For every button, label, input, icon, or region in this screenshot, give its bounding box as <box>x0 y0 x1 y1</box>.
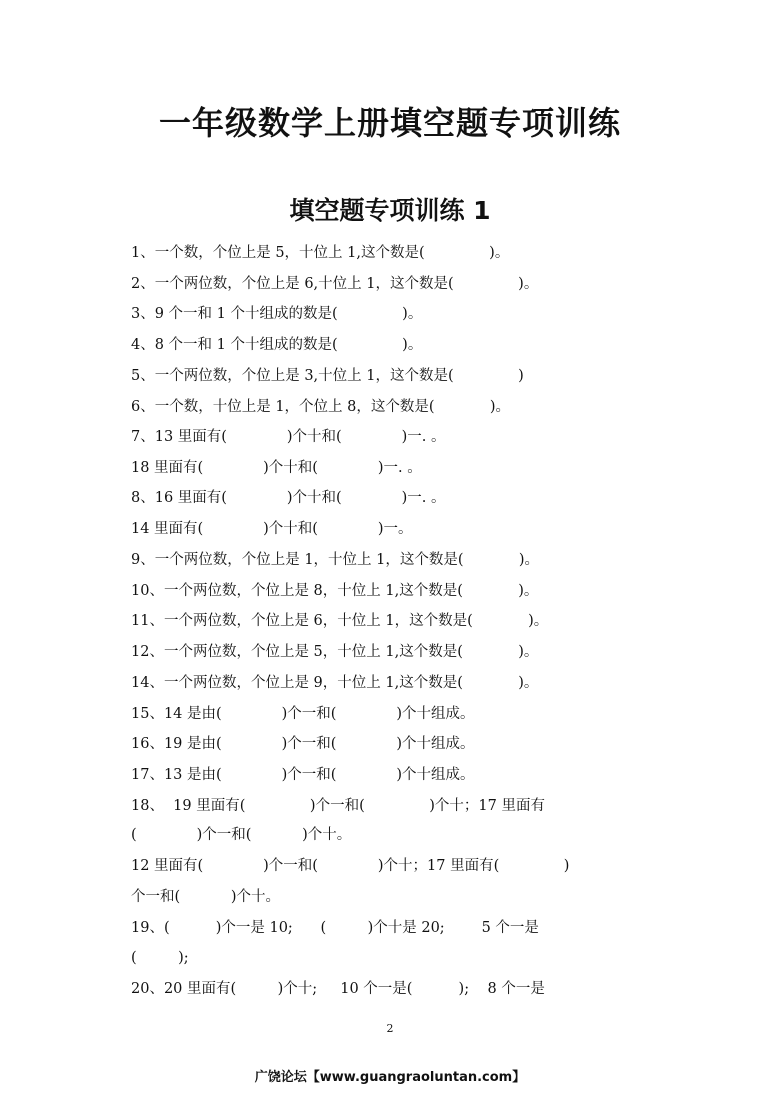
question-line: 6、一个数，十位上是 1，个位上 8，这个数是( )。 <box>131 399 511 415</box>
question-line: ( ); <box>131 950 189 966</box>
question-line: 14、一个两位数，个位上是 9，十位上 1,这个数是( )。 <box>131 675 539 691</box>
question-line: 3、9 个一和 1 个十组成的数是( )。 <box>131 306 423 322</box>
footer-source: 广饶论坛【www.guangraoluntan.com】 <box>254 1070 526 1085</box>
page-number: 2 <box>386 1022 394 1035</box>
main-title: 一年级数学上册填空题专项训练 <box>158 104 621 142</box>
question-line: 14 里面有( )个十和( )一。 <box>131 521 413 537</box>
question-line: 17、13 是由( )个一和( )个十组成。 <box>131 767 475 783</box>
question-line: 8、16 里面有( )个十和( )一. 。 <box>131 490 446 506</box>
question-line: 18 里面有( )个十和( )一. 。 <box>131 460 422 476</box>
question-line: 11、一个两位数，个位上是 6，十位上 1，这个数是( )。 <box>131 613 549 629</box>
question-line: 10、一个两位数，个位上是 8，十位上 1,这个数是( )。 <box>131 583 539 599</box>
question-line: 2、一个两位数，个位上是 6,十位上 1，这个数是( )。 <box>131 276 539 292</box>
question-line: 个一和( )个十。 <box>131 889 281 905</box>
question-line: 7、13 里面有( )个十和( )一. 。 <box>131 429 446 445</box>
question-line: 12、一个两位数，个位上是 5，十位上 1,这个数是( )。 <box>131 644 539 660</box>
question-line: 20、20 里面有( )个十; 10 个一是( ); 8 个一是 <box>131 981 545 997</box>
question-line: 1、一个数，个位上是 5，十位上 1,这个数是( )。 <box>131 245 510 261</box>
question-line: 15、14 是由( )个一和( )个十组成。 <box>131 706 475 722</box>
question-line: 5、一个两位数，个位上是 3,十位上 1，这个数是( ) <box>131 368 524 384</box>
question-line: 16、19 是由( )个一和( )个十组成。 <box>131 736 475 752</box>
question-line: 19、( )个一是 10; ( )个十是 20; 5 个一是 <box>131 920 539 936</box>
question-line: ( )个一和( )个十。 <box>131 827 352 843</box>
question-line: 4、8 个一和 1 个十组成的数是( )。 <box>131 337 423 353</box>
question-line: 12 里面有( )个一和( )个十；17 里面有( ) <box>131 858 570 874</box>
section-title: 填空题专项训练 1 <box>289 196 491 225</box>
question-line: 9、一个两位数，个位上是 1，十位上 1，这个数是( )。 <box>131 552 540 568</box>
question-line: 18、 19 里面有( )个一和( )个十；17 里面有 <box>131 798 545 814</box>
